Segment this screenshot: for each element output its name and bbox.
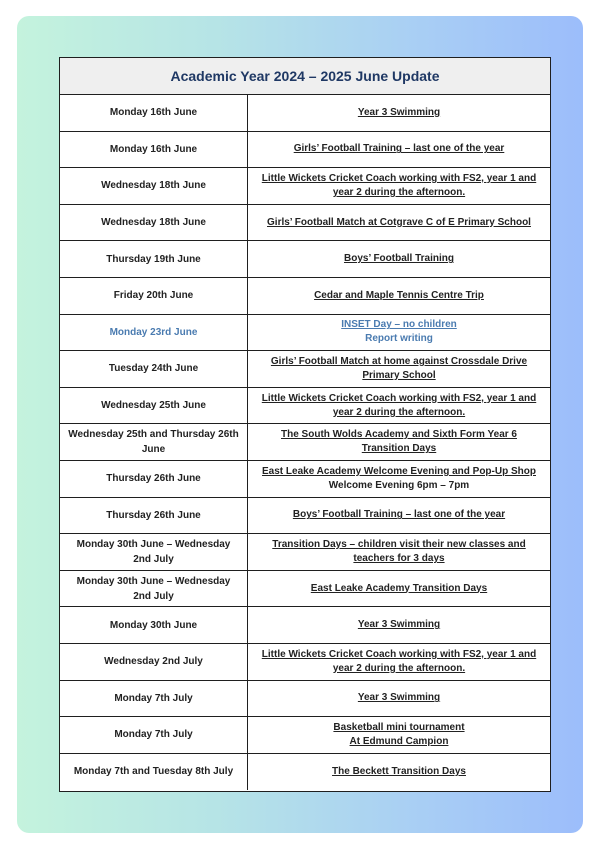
schedule-table [59, 57, 551, 792]
event-cell [248, 461, 550, 497]
event-link[interactable]: Year 3 Swimming [357, 106, 441, 118]
event-link[interactable]: East Leake Academy Welcome Evening and Pop-Up Shop [262, 465, 536, 477]
event-link[interactable]: The South Wolds Academy and Sixth Form Year 6 Transition Days [281, 429, 517, 455]
event-link[interactable]: East Leake Academy Transition Days [310, 582, 488, 594]
event-cell [248, 498, 550, 534]
event-cell [248, 315, 550, 351]
event-link[interactable]: Year 3 Swimming [357, 692, 441, 704]
date-cell: Thursday 26th June [60, 498, 248, 534]
event-cell [248, 534, 550, 570]
event-cell [248, 644, 550, 680]
event-location: At Edmund Campion [349, 735, 449, 747]
date-cell: Thursday 26th June [60, 461, 248, 497]
date-cell: Wednesday 25th June [60, 388, 248, 424]
date-cell: Monday 7th July [60, 717, 248, 753]
event-cell [248, 132, 550, 168]
date-cell: Friday 20th June [60, 278, 248, 314]
date-cell: Monday 30th June – Wednesday 2nd July [60, 534, 248, 570]
table-row [60, 95, 550, 132]
event-cell [248, 95, 550, 131]
event-note: Report writing [365, 333, 433, 345]
date-cell: Wednesday 18th June [60, 168, 248, 204]
table-row [60, 498, 550, 535]
table-row [60, 278, 550, 315]
table-row-inset-day [60, 315, 550, 352]
event-cell [248, 351, 550, 387]
event-cell [248, 168, 550, 204]
table-row [60, 168, 550, 205]
table-row [60, 607, 550, 644]
table-row [60, 681, 550, 718]
date-cell: Monday 7th and Tuesday 8th July [60, 754, 248, 791]
event-cell [248, 681, 550, 717]
date-cell: Tuesday 24th June [60, 351, 248, 387]
event-cell [248, 388, 550, 424]
event-cell [248, 278, 550, 314]
event-link[interactable]: Year 3 Swimming [357, 619, 441, 631]
date-cell: Monday 23rd June [60, 315, 248, 351]
table-row [60, 461, 550, 498]
date-cell: Monday 30th June [60, 607, 248, 643]
table-row [60, 644, 550, 681]
date-cell: Monday 7th July [60, 681, 248, 717]
event-link[interactable]: Girls’ Football Match at Cotgrave C of E Primary School [267, 216, 531, 228]
event-link[interactable]: The Beckett Transition Days [332, 765, 466, 777]
event-cell [248, 424, 550, 460]
table-row [60, 571, 550, 608]
table-row [60, 754, 550, 791]
event-cell [248, 607, 550, 643]
date-cell: Wednesday 25th and Thursday 26th June [60, 424, 248, 460]
table-row [60, 132, 550, 169]
event-cell [248, 754, 550, 791]
event-cell [248, 571, 550, 607]
table-row [60, 241, 550, 278]
date-cell: Wednesday 18th June [60, 205, 248, 241]
event-link[interactable]: Cedar and Maple Tennis Centre Trip [314, 289, 484, 301]
event-cell [248, 205, 550, 241]
table-row [60, 717, 550, 754]
table-row [60, 388, 550, 425]
event-note: Welcome Evening 6pm – 7pm [328, 479, 470, 491]
event-link[interactable]: Basketball mini tournament [333, 721, 465, 733]
event-link[interactable]: Little Wickets Cricket Coach working with FS2, year 1 and year 2 during the afternoon. [261, 172, 537, 198]
table-row [60, 351, 550, 388]
table-row [60, 205, 550, 242]
event-link[interactable]: Little Wickets Cricket Coach working with FS2, year 1 and year 2 during the afternoon. [261, 648, 537, 674]
table-row [60, 534, 550, 571]
page-title: Academic Year 2024 – 2025 June Update [170, 68, 440, 84]
event-link[interactable]: Girls’ Football Training – last one of the year [293, 143, 505, 155]
event-cell [248, 241, 550, 277]
event-link[interactable]: Little Wickets Cricket Coach working with FS2, year 1 and year 2 during the afternoon. [261, 392, 537, 418]
event-link[interactable]: Boys’ Football Training [343, 253, 454, 265]
date-cell: Wednesday 2nd July [60, 644, 248, 680]
table-header [60, 58, 550, 95]
event-cell [248, 717, 550, 753]
date-cell: Thursday 19th June [60, 241, 248, 277]
event-link[interactable]: Transition Days – children visit their new classes and teachers for 3 days [272, 538, 526, 564]
event-link[interactable]: Girls’ Football Match at home against Crossdale Drive Primary School [270, 355, 528, 381]
date-cell: Monday 16th June [60, 132, 248, 168]
table-row [60, 424, 550, 461]
date-cell: Monday 16th June [60, 95, 248, 131]
event-link[interactable]: Boys’ Football Training – last one of the year [292, 509, 506, 521]
date-cell: Monday 30th June – Wednesday 2nd July [60, 571, 248, 607]
event-link[interactable]: INSET Day – no children [341, 319, 457, 331]
